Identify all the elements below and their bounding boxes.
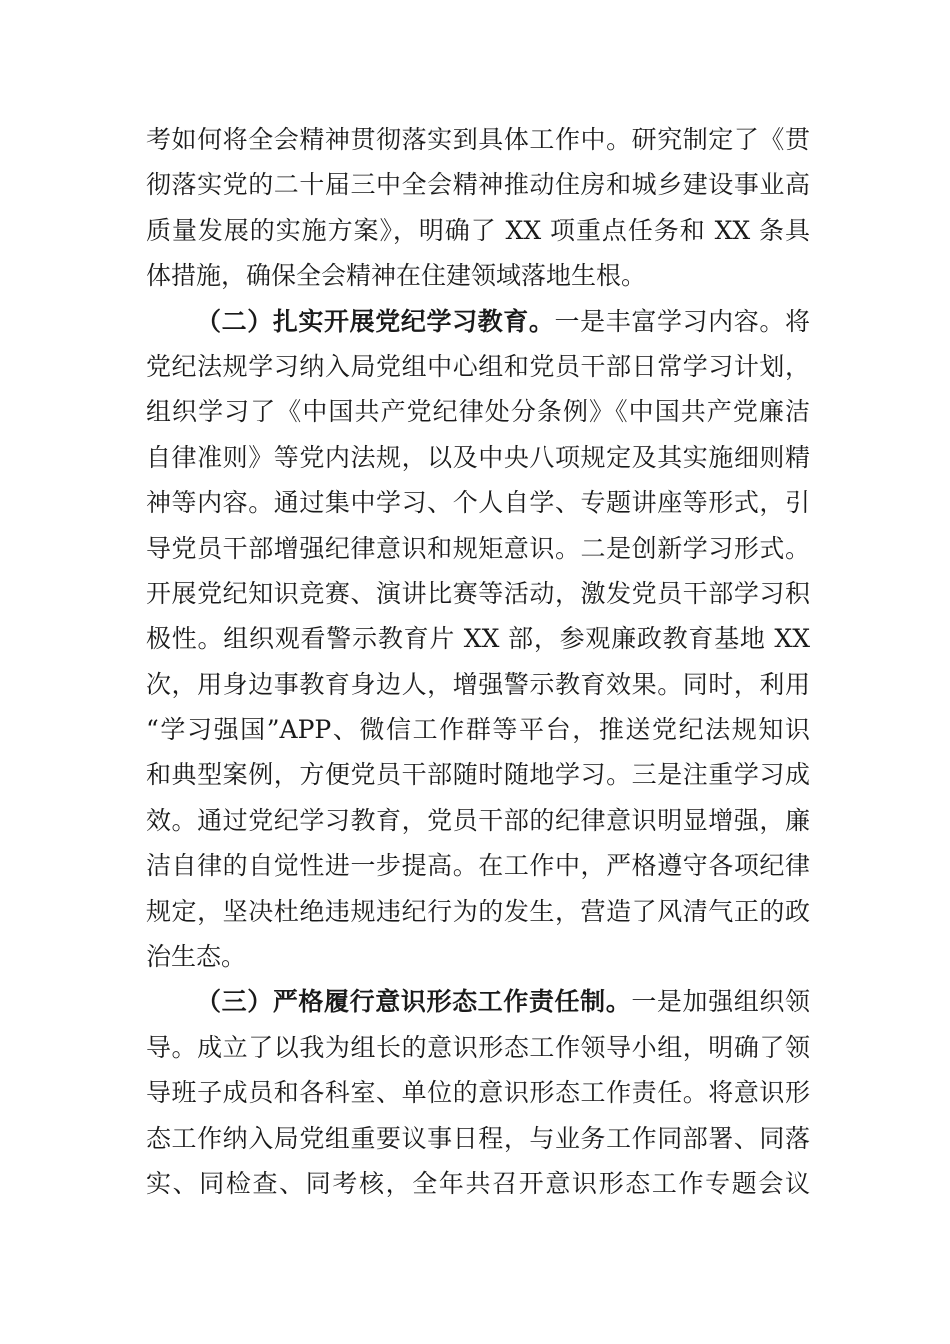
section-2-first-line-text: 一是丰富学习内容。将 bbox=[554, 306, 810, 336]
section-2-first-line bbox=[146, 299, 810, 344]
text-line: 彻落实党的二十届三中全会精神推动住房和城乡建设事业高 bbox=[146, 170, 810, 200]
text-line: 导党员干部增强纪律意识和规矩意识。二是创新学习形式。 bbox=[146, 533, 810, 563]
section-3-heading: （三）严格履行意识形态工作责任制。 bbox=[196, 987, 632, 1017]
paragraph-continuation bbox=[146, 117, 810, 299]
text-line: 组织学习了《中国共产党纪律处分条例》《中国共产党廉洁 bbox=[146, 397, 810, 427]
text-line: 洁自律的自觉性进一步提高。在工作中，严格遵守各项纪律 bbox=[146, 851, 810, 881]
paragraph-section-2 bbox=[146, 299, 810, 980]
section-3-first-line bbox=[146, 979, 810, 1024]
text-line: 导。成立了以我为组长的意识形态工作领导小组，明确了领 bbox=[146, 1032, 810, 1062]
text-line: 治生态。 bbox=[146, 942, 247, 972]
text-line: 体措施，确保全会精神在住建领域落地生根。 bbox=[146, 261, 647, 291]
text-line: 极性。组织观看警示教育片 XX 部，参观廉政教育基地 XX bbox=[146, 624, 810, 654]
text-line: 规定，坚决杜绝违规违纪行为的发生，营造了风清气正的政 bbox=[146, 896, 810, 926]
text-line: 神等内容。通过集中学习、个人自学、专题讲座等形式，引 bbox=[146, 488, 810, 518]
text-line: 开展党纪知识竞赛、演讲比赛等活动，激发党员干部学习积 bbox=[146, 578, 810, 608]
section-2-heading: （二）扎实开展党纪学习教育。 bbox=[196, 306, 555, 336]
text-line: “学习强国”APP、微信工作群等平台，推送党纪法规知识 bbox=[146, 715, 810, 745]
text-line: 质量发展的实施方案》，明确了 XX 项重点任务和 XX 条具 bbox=[146, 215, 810, 245]
text-line: 次，用身边事教育身边人，增强警示教育效果。同时，利用 bbox=[146, 669, 810, 699]
text-line: 和典型案例，方便党员干部随时随地学习。三是注重学习成 bbox=[146, 760, 810, 790]
text-line: 考如何将全会精神贯彻落实到具体工作中。研究制定了《贯 bbox=[146, 125, 810, 154]
text-line: 态工作纳入局党组重要议事日程，与业务工作同部署、同落 bbox=[146, 1123, 810, 1153]
document-body bbox=[146, 117, 810, 1206]
text-line: 自律准则》等党内法规，以及中央八项规定及其实施细则精 bbox=[146, 442, 810, 472]
text-line: 导班子成员和各科室、单位的意识形态工作责任。将意识形 bbox=[146, 1078, 810, 1108]
paragraph-section-3 bbox=[146, 979, 810, 1206]
text-line: 效。通过党纪学习教育，党员干部的纪律意识明显增强，廉 bbox=[146, 805, 810, 835]
text-line: 党纪法规学习纳入局党组中心组和党员干部日常学习计划， bbox=[146, 351, 810, 381]
text-line: 实、同检查、同考核，全年共召开意识形态工作专题会议 bbox=[146, 1168, 810, 1198]
section-3-first-line-text: 一是加强组织领 bbox=[631, 987, 810, 1017]
